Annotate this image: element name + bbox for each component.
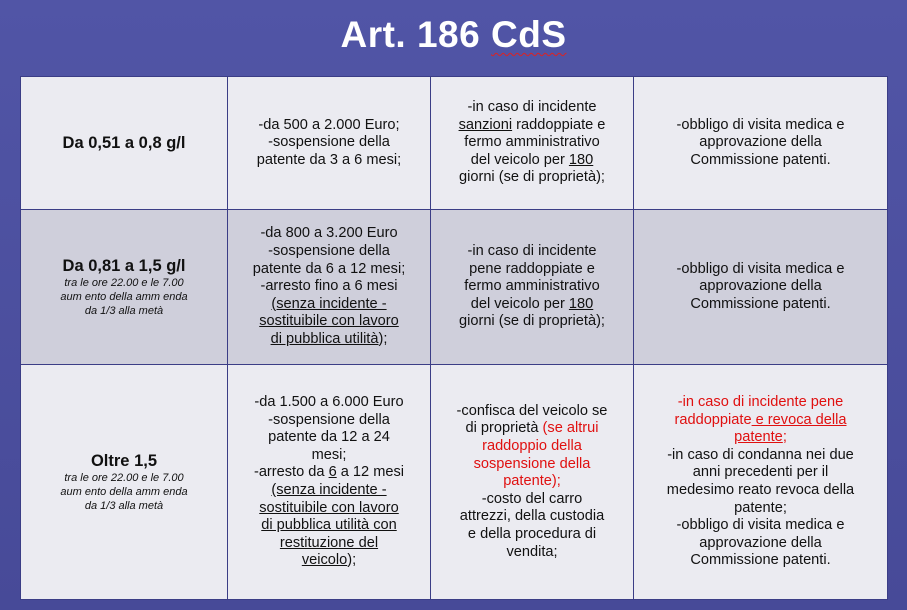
text-line: -da 1.500 a 6.000 Euro — [254, 394, 404, 411]
red-text — [640, 412, 881, 430]
text-line — [234, 464, 424, 482]
underlined-text: 180 — [568, 295, 594, 312]
text-line: approvazione della — [699, 534, 822, 551]
text-line: e della procedura di — [467, 525, 597, 542]
text-line: -sospensione della — [268, 411, 390, 428]
obligation-cell — [634, 210, 888, 365]
underlined-text: 6 — [328, 464, 337, 481]
text-fragment: raddoppiate — [674, 411, 752, 428]
text-fragment: del veicolo per — [470, 295, 569, 312]
text-fragment: ; — [782, 429, 787, 446]
underlined-text: 180 — [568, 151, 594, 168]
text-line: vendita; — [506, 543, 558, 560]
text-line: patente da 6 a 12 mesi; — [252, 260, 406, 277]
row-note: tra le ore 22.00 e le 7.00 — [64, 472, 184, 484]
text-line: patente da 12 a 24 — [268, 429, 390, 446]
accident-cell — [431, 210, 634, 365]
text-line: -sospensione della — [268, 243, 390, 260]
underlined-text: (senza incidente - — [271, 482, 387, 498]
text-line — [437, 117, 627, 135]
text-line: approvazione della — [699, 134, 822, 151]
fine-cell — [228, 210, 431, 365]
text-fragment: raddoppiate e — [512, 116, 606, 133]
row-label: Da 0,51 a 0,8 g/l — [62, 133, 186, 152]
row-label-cell — [21, 365, 228, 600]
row-note: tra le ore 22.00 e le 7.00 — [64, 277, 184, 289]
fine-cell — [228, 365, 431, 600]
text-line: patente da 3 a 6 mesi; — [256, 151, 402, 168]
text-fragment: ); — [347, 552, 357, 569]
text-line: Commissione patenti. — [690, 151, 831, 168]
text-line: attrezzi, della custodia — [459, 508, 605, 525]
red-text: patente); — [503, 473, 561, 490]
text-line: -da 500 a 2.000 Euro; — [258, 116, 400, 133]
text-line: giorni (se di proprietà); — [458, 313, 605, 330]
row-label-cell — [21, 77, 228, 210]
text-line: pene raddoppiate e — [469, 260, 595, 277]
table-row — [21, 365, 888, 600]
text-line: fermo amministrativo — [464, 134, 600, 151]
underlined-text: sostituibile con lavoro — [259, 313, 399, 330]
red-text: raddoppio della — [482, 438, 582, 455]
row-label-cell — [21, 210, 228, 365]
underlined-text: di pubblica utilità con — [261, 517, 397, 534]
text-line: medesimo reato revoca della — [666, 482, 855, 498]
text-line: approvazione della — [699, 278, 822, 295]
underlined-text: sanzioni — [458, 116, 513, 133]
red-text: (se altrui — [542, 420, 599, 437]
text-line — [234, 552, 424, 570]
underlined-text: veicolo — [301, 552, 348, 569]
text-line: -arresto fino a 6 mesi — [260, 278, 398, 295]
row-label: Da 0,81 a 1,5 g/l — [62, 257, 186, 275]
text-line: giorni (se di proprietà); — [458, 169, 605, 186]
red-text — [640, 429, 881, 447]
text-line: fermo amministrativo — [464, 278, 600, 295]
text-line: -costo del carro — [481, 490, 583, 507]
underlined-text: (senza incidente - — [271, 295, 387, 312]
text-fragment: -arresto da — [253, 464, 329, 481]
text-fragment: di proprietà — [465, 420, 543, 437]
title-suffix: CdS — [491, 14, 567, 55]
text-line: -confisca del veicolo se — [456, 402, 608, 419]
text-line: -in caso di incidente — [467, 99, 597, 116]
penalties-table — [20, 76, 888, 600]
underlined-text: e revoca della — [751, 411, 847, 428]
underlined-text: di pubblica utilità — [270, 330, 379, 347]
text-line: anni precedenti per il — [692, 464, 829, 481]
slide-title — [0, 14, 907, 56]
text-line: -in caso di incidente — [467, 243, 597, 260]
obligation-cell — [634, 365, 888, 600]
row-note: aum ento della amm enda — [60, 486, 188, 498]
obligation-cell — [634, 77, 888, 210]
text-fragment: del veicolo per — [470, 151, 569, 168]
row-note: da 1/3 alla metà — [84, 305, 164, 317]
row-note: da 1/3 alla metà — [84, 500, 164, 512]
text-line — [234, 331, 424, 349]
row-note: aum ento della amm enda — [60, 291, 188, 303]
title-main: Art. 186 — [340, 14, 481, 55]
text-line: -obbligo di visita medica e — [676, 260, 845, 277]
row-label: Oltre 1,5 — [90, 452, 158, 470]
accident-cell — [431, 77, 634, 210]
text-line — [437, 420, 627, 438]
text-fragment: ); — [378, 330, 388, 347]
text-line: patente; — [734, 499, 787, 516]
text-line — [437, 152, 627, 170]
text-fragment: a 12 mesi — [336, 464, 405, 481]
text-line: -sospensione della — [268, 134, 390, 151]
text-line: -obbligo di visita medica e — [676, 517, 845, 534]
underlined-text: patente — [734, 429, 783, 446]
text-line: Commissione patenti. — [690, 295, 831, 312]
accident-cell — [431, 365, 634, 600]
text-line: -da 800 a 3.200 Euro — [260, 225, 398, 242]
red-text: -in caso di incidente pene — [677, 394, 844, 411]
text-line: mesi; — [311, 446, 347, 463]
table-row — [21, 77, 888, 210]
fine-cell — [228, 77, 431, 210]
underlined-text: sostituibile con lavoro — [259, 499, 399, 516]
table-row — [21, 210, 888, 365]
text-line — [437, 296, 627, 314]
text-line: Commissione patenti. — [690, 552, 831, 569]
text-line: -in caso di condanna nei due — [667, 446, 854, 463]
text-line: -obbligo di visita medica e — [676, 116, 845, 133]
red-text: sospensione della — [473, 455, 591, 472]
underlined-text: restituzione del — [279, 534, 379, 551]
